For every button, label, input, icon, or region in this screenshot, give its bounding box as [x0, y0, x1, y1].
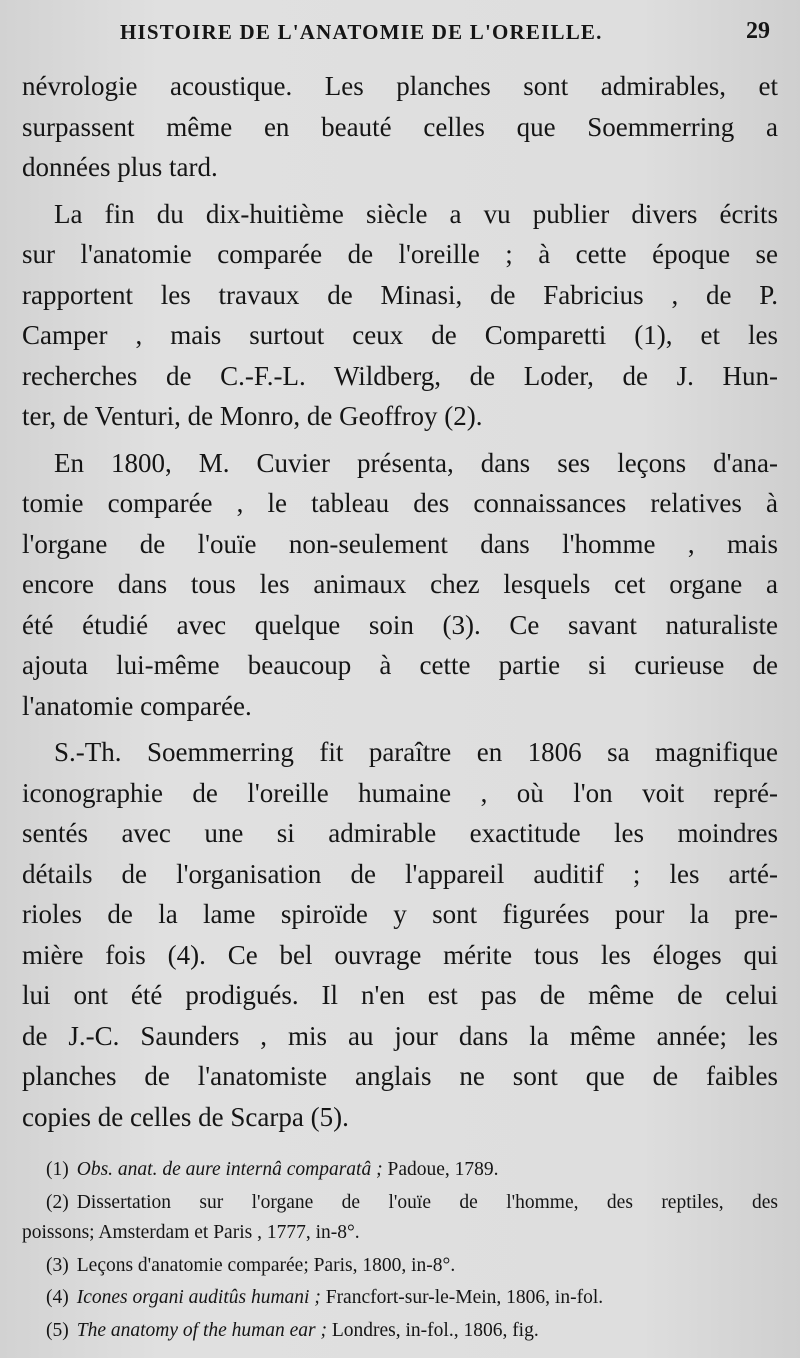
- footnotes: [22, 1155, 778, 1346]
- text-line: En 1800, M. Cuvier présenta, dans ses leçons d'ana-: [54, 447, 778, 478]
- text-line: été étudié avec quelque soin (3). Ce savant naturaliste: [22, 609, 778, 640]
- text-line: planches de l'anatomiste anglais ne sont que de faibles: [22, 1061, 778, 1091]
- text-line: sur l'anatomie comparée de l'oreille ; à cette époque se: [22, 239, 778, 269]
- running-head: [24, 14, 776, 54]
- text-line: mière fois (4). Ce bel ouvrage mérite tous les éloges qui: [22, 939, 778, 970]
- text-line: tomie comparée , le tableau des connaissances relatives à: [22, 488, 778, 518]
- footnote-text: Padoue, 1789.: [387, 1159, 499, 1180]
- footnote-number: (4): [46, 1287, 69, 1308]
- footnote-4: [22, 1283, 778, 1314]
- page-number: 29: [746, 18, 770, 44]
- paragraph-3: [22, 443, 778, 727]
- text-line: La fin du dix-huitième siècle a vu publier divers écrits: [54, 198, 778, 229]
- text-line: rioles de la lame spiroïde y sont figurées pour la pre-: [22, 899, 778, 929]
- footnote-text: Leçons d'anatomie comparée; Paris, 1800, in-8°.: [76, 1254, 456, 1276]
- footnote-1: [22, 1155, 778, 1186]
- text-line: S.-Th. Soemmerring fit paraître en 1806 sa magnifique: [54, 737, 778, 767]
- text-line: ter, de Venturi, de Monro, de Geoffroy (2).: [22, 401, 483, 431]
- footnote-title: Icones organi auditûs humani ;: [76, 1287, 321, 1308]
- text-line: recherches de C.-F.-L. Wildberg, de Loder, de J. Hun-: [22, 360, 778, 391]
- text-line: détails de l'organisation de l'appareil auditif ; les arté-: [22, 858, 778, 889]
- footnote-3: [22, 1251, 778, 1282]
- text-line: Camper , mais surtout ceux de Comparetti (1), et les: [22, 320, 778, 350]
- footnote-2-continuation: poissons; Amsterdam et Paris , 1777, in-8°.: [22, 1222, 360, 1243]
- footnote-number: (2): [46, 1191, 69, 1213]
- footnote-title: Obs. anat. de aure internâ comparatâ ;: [76, 1159, 383, 1180]
- text-line: lui ont été prodigués. Il n'en est pas de même de celui: [22, 980, 778, 1010]
- text-line: rapportent les travaux de Minasi, de Fabricius , de P.: [22, 279, 778, 310]
- footnote-5: [22, 1316, 778, 1347]
- paragraph-1: [22, 66, 778, 188]
- text-line: névrologie acoustique. Les planches sont admirables, et: [22, 71, 778, 101]
- paragraph-4: [22, 732, 778, 1137]
- text-line: sentés avec une si admirable exactitude les moindres: [22, 818, 778, 848]
- footnote-text: Dissertation sur l'organe de l'ouïe de l'homme, des reptiles, des: [76, 1191, 778, 1213]
- text-line: de J.-C. Saunders , mis au jour dans la même année; les: [22, 1020, 778, 1051]
- footnote-number: (1): [46, 1159, 69, 1180]
- footnote-text: Francfort-sur-le-Mein, 1806, in-fol.: [325, 1287, 604, 1308]
- text-line: encore dans tous les animaux chez lesquels cet organe a: [22, 569, 778, 599]
- footnote-number: (5): [46, 1319, 69, 1341]
- footnote-number: (3): [46, 1254, 69, 1276]
- body-text: [22, 66, 778, 1137]
- text-line: iconographie de l'oreille humaine , où l'on voit repré-: [22, 777, 778, 808]
- text-line: copies de celles de Scarpa (5).: [22, 1101, 349, 1132]
- footnote-2: [22, 1188, 778, 1219]
- text-line: ajouta lui-même beaucoup à cette partie si curieuse de: [22, 650, 778, 680]
- running-title: HISTOIRE DE L'ANATOMIE DE L'OREILLE.: [120, 20, 603, 44]
- text-line: l'organe de l'ouïe non-seulement dans l'homme , mais: [22, 528, 778, 559]
- footnote-text: Londres, in-fol., 1806, fig.: [331, 1319, 539, 1341]
- text-line: surpassent même en beauté celles que Soemmerring a: [22, 111, 778, 142]
- paragraph-2: [22, 194, 778, 437]
- text-line: données plus tard.: [22, 152, 218, 182]
- text-line: l'anatomie comparée.: [22, 690, 252, 721]
- footnote-title: The anatomy of the human ear ;: [76, 1319, 327, 1341]
